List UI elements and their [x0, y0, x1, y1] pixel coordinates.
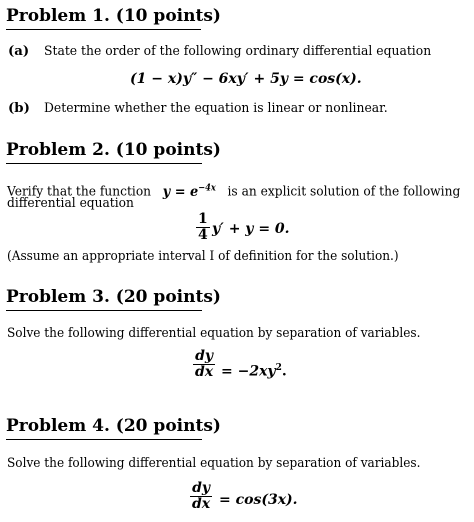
problem-4-equation: = cos(3x).	[219, 492, 298, 508]
problem-2-line-1: Verify that the function $y = e^{-4x}$ is an explicit solution of the following	[7, 183, 461, 200]
problem-2-line-2: differential equation	[7, 196, 134, 211]
problem-2-fraction: $\frac{1}{4}$	[198, 211, 208, 243]
problem-4-text: Solve the following differential equation by separation of variables.	[7, 456, 421, 471]
problem-2-heading: Problem 2. (10 points)	[6, 140, 221, 160]
problem-3-heading: Problem 3. (20 points)	[6, 287, 221, 307]
part-a-label: (a)	[8, 44, 30, 59]
problem-1-heading: Problem 1. (10 points)	[6, 6, 221, 26]
problem-2-equation: y′ + y = 0.	[212, 221, 290, 237]
problem-2-underline	[6, 163, 202, 164]
problem-4-underline	[6, 439, 202, 440]
problem-3-equation: = $-2xy^2$.	[221, 363, 287, 380]
part-a-text: State the order of the following ordinary differential equation	[44, 44, 432, 59]
problem-3-fraction: $\frac{dy}{dx}$	[195, 348, 214, 380]
problem-3-underline	[6, 310, 202, 311]
part-b-text: Determine whether the equation is linear or nonlinear.	[44, 101, 388, 116]
problem-1-equation: (1 − x)y″ − 6xy′ + 5y = cos(x).	[130, 71, 362, 87]
problem-2-note: (Assume an appropriate interval I of definition for the solution.)	[7, 249, 399, 264]
problem-4-heading: Problem 4. (20 points)	[6, 416, 221, 436]
problem-1-underline	[6, 29, 201, 30]
problem-3-text: Solve the following differential equation by separation of variables.	[7, 326, 421, 341]
problem-4-fraction: $\frac{dy}{dx}$	[192, 480, 211, 512]
part-b-label: (b)	[8, 101, 30, 116]
